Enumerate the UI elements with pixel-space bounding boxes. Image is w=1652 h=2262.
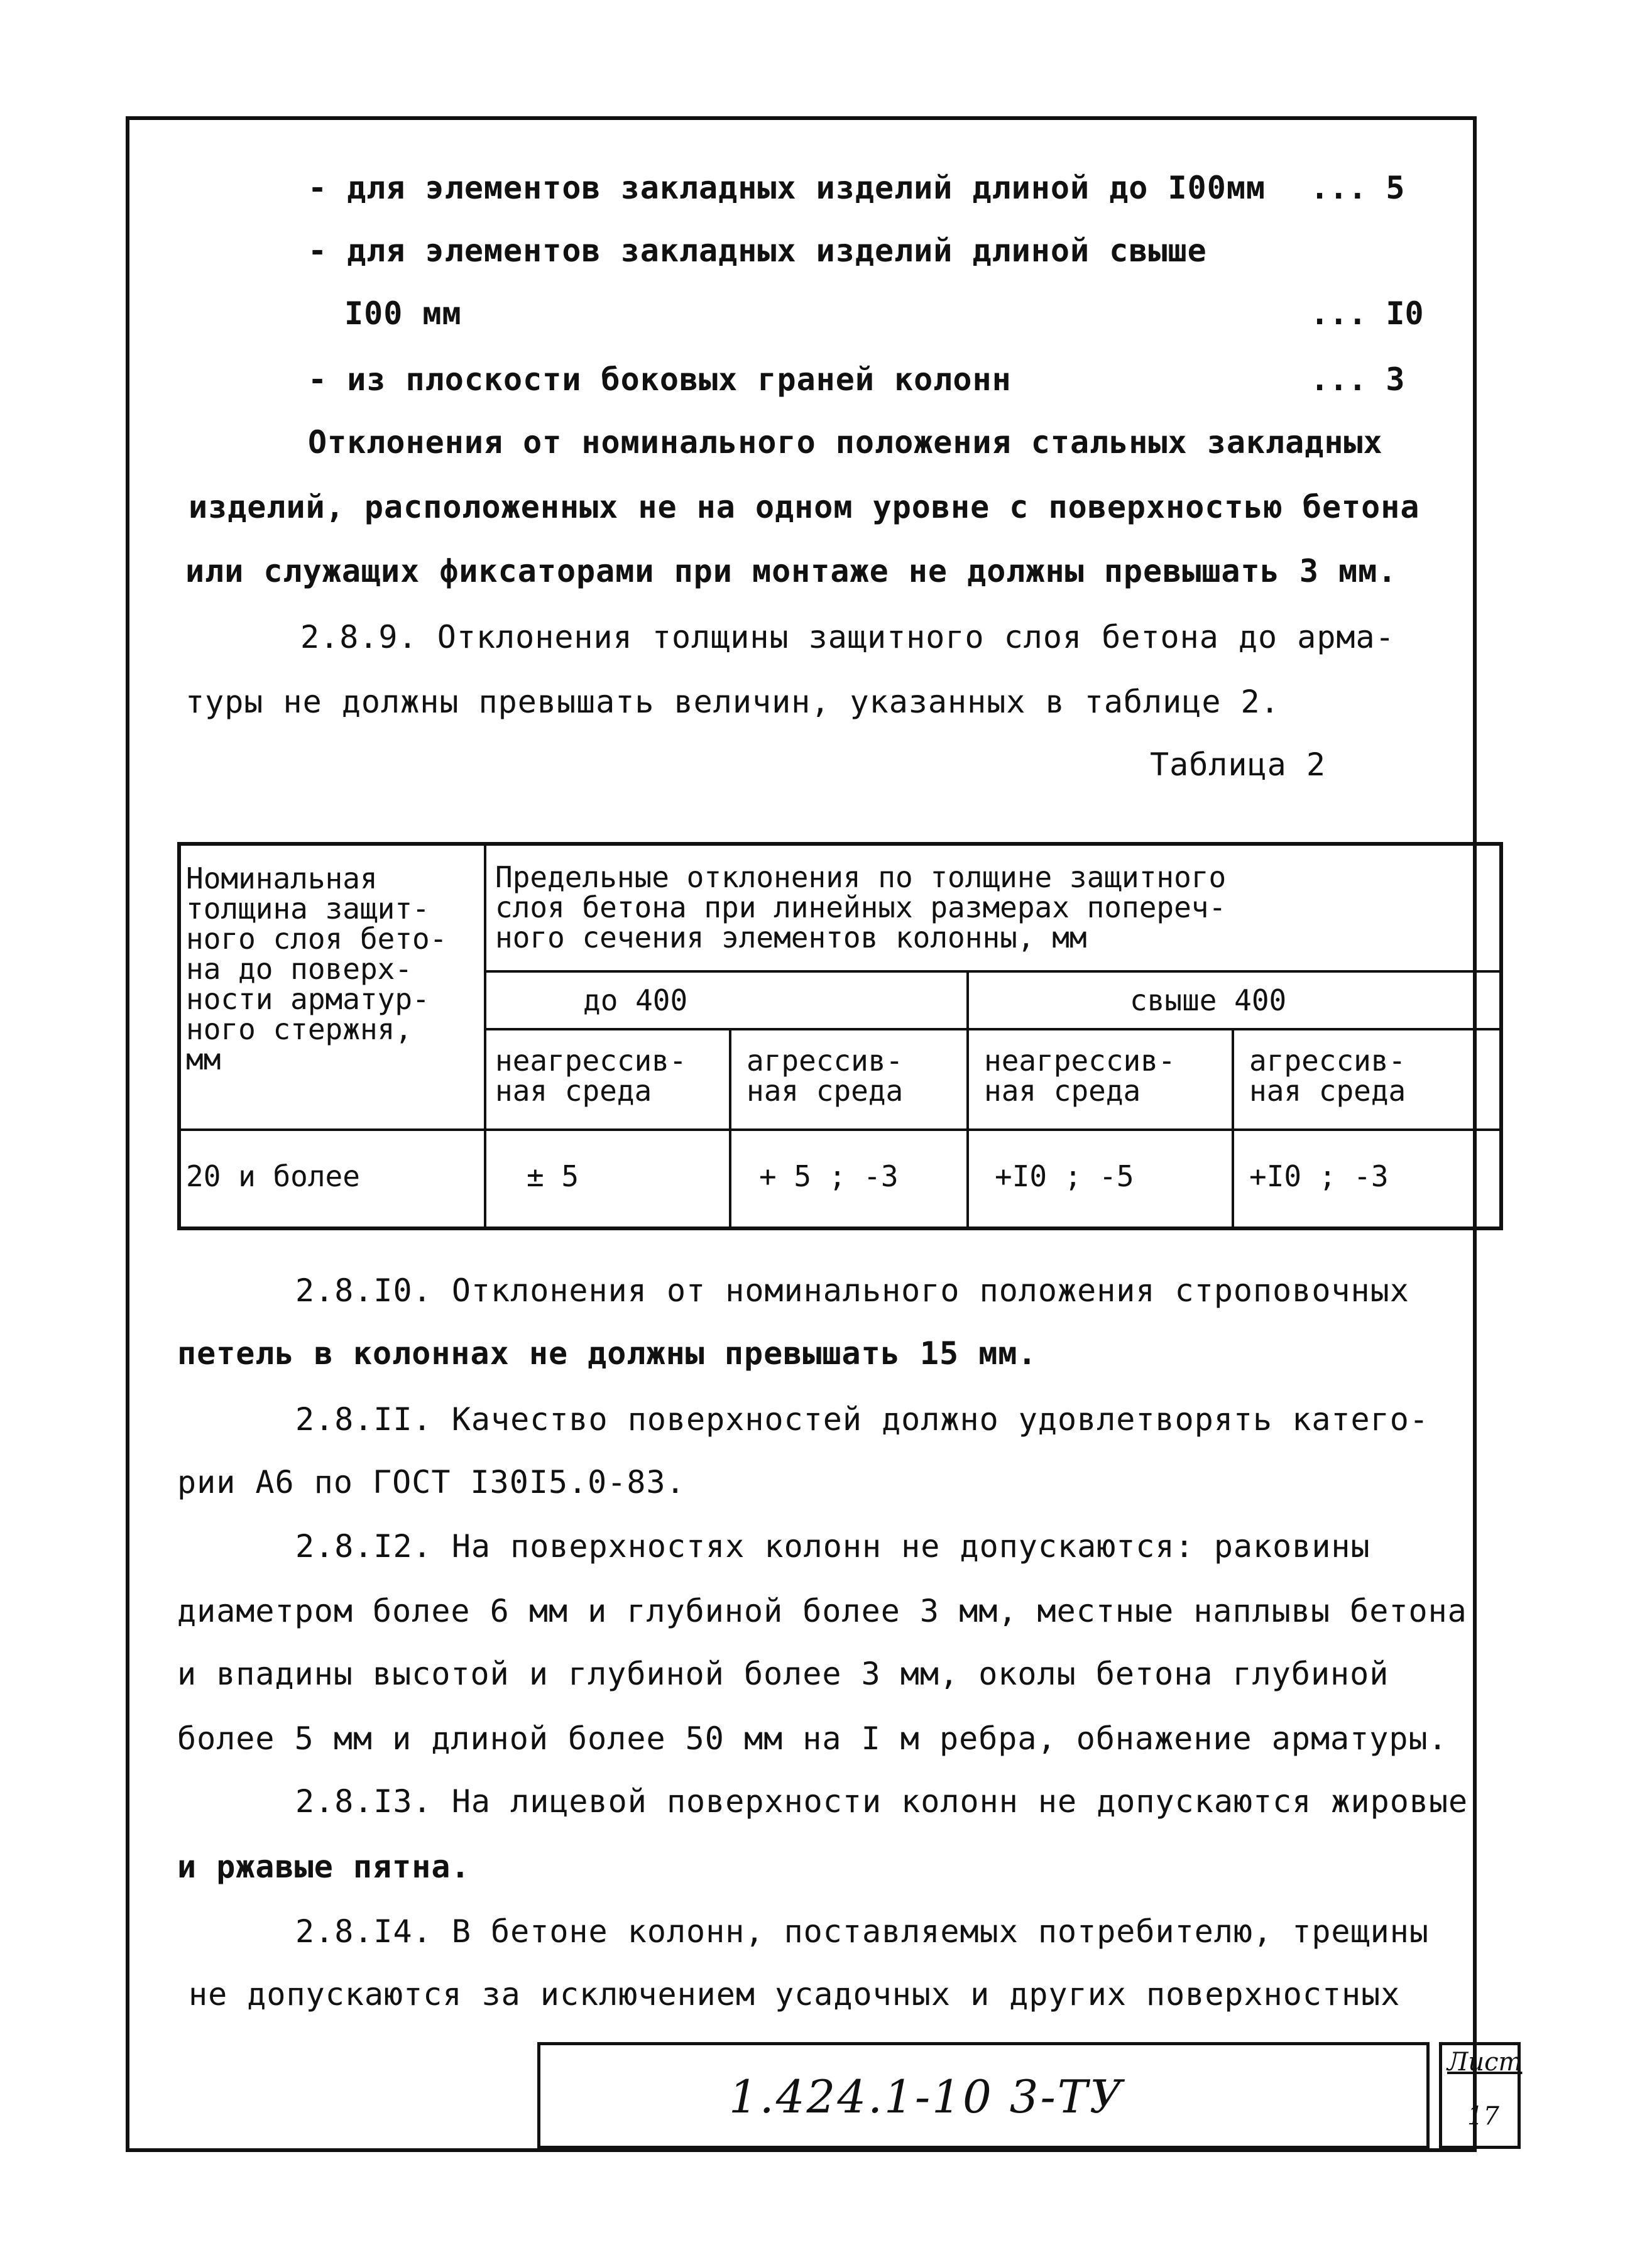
paragraph-after-4: рии А6 по ГОСТ I30I5.0-83. [177, 1464, 686, 1500]
table-sub-header-4: агрессив- ная среда [1249, 1044, 1406, 1108]
paragraph-after-12: не допускаются за исключением усадочных и других поверхностных [189, 1976, 1401, 2013]
paragraph-after-11: 2.8.I4. В бетоне колонн, поставляемых потребителю, трещины [295, 1913, 1429, 1950]
list-value-4: ... 3 [1310, 361, 1405, 398]
table-caption: Таблица 2 [1150, 746, 1326, 783]
sheet-label: Лист [1447, 2048, 1523, 2077]
list-line-3: I00 мм [344, 295, 462, 332]
table-sub-header-3: неагрессив- ная среда [984, 1044, 1176, 1108]
list-line-4: - из плоскости боковых граней колонн [308, 361, 1012, 398]
paragraph-after-5: 2.8.I2. На поверхностях колонн не допускаются: раковины [295, 1528, 1370, 1565]
list-line-2: - для элементов закладных изделий длиной свыше [308, 232, 1207, 269]
paragraph-after-7: и впадины высотой и глубиной более 3 мм, околы бетона глубиной [177, 1656, 1389, 1692]
table-sub-header-2: агрессив- ная среда [747, 1044, 904, 1108]
document-code: 1.424.1-10 3-ТУ [729, 2070, 1124, 2123]
paragraph-after-2: петель в колоннах не должны превышать 15 мм. [177, 1335, 1037, 1372]
table-cell-4: +I0 ; -3 [1249, 1159, 1389, 1193]
table-hline-3 [181, 1128, 1499, 1131]
table-col1-header: Номинальная толщина защит- ного слоя бето- на до поверх- ности арматур- ного стержня, мм [186, 861, 447, 1076]
table-cell-2: + 5 ; -3 [759, 1159, 899, 1193]
paragraph-after-1: 2.8.I0. Отклонения от номинального положения строповочных [295, 1272, 1409, 1309]
table-main-header: Предельные отклонения по толщине защитного слоя бетона при линейных размерах попереч- ного сечения элементов колонны, мм [495, 860, 1227, 954]
table-vline-3 [729, 1028, 731, 1227]
table-cell-1: ± 5 [527, 1159, 579, 1193]
paragraph-after-8: более 5 мм и длиной более 50 мм на I м ребра, обнажение арматуры. [177, 1720, 1448, 1757]
table-vline-1 [484, 846, 486, 1227]
paragraph-1-line-1: Отклонения от номинального положения стальных закладных [308, 424, 1383, 461]
list-line-1: - для элементов закладных изделий длиной до I00мм [308, 170, 1266, 206]
table-vline-4 [1232, 1028, 1234, 1227]
table-hline-2 [484, 1028, 1499, 1030]
table-sub-header-1: неагрессив- ная среда [495, 1044, 687, 1108]
paragraph-after-3: 2.8.II. Качество поверхностей должно удовлетворять катего- [295, 1401, 1429, 1438]
paragraph-2-line-1: 2.8.9. Отклонения толщины защитного слоя бетона до арма- [300, 619, 1395, 655]
table-row-label: 20 и более [186, 1159, 360, 1193]
paragraph-1-line-3: или служащих фиксаторами при монтаже не должны превышать 3 мм. [185, 553, 1398, 589]
title-block [537, 2042, 1430, 2149]
sheet-number: 17 [1467, 2102, 1499, 2131]
list-value-3: ... I0 [1310, 295, 1424, 332]
paragraph-after-9: 2.8.I3. На лицевой поверхности колонн не допускаются жировые [295, 1783, 1469, 1820]
paragraph-2-line-2: туры не должны превышать величин, указанных в таблице 2. [185, 684, 1280, 720]
paragraph-1-line-2: изделий, расположенных не на одном уровне с поверхностью бетона [189, 489, 1420, 525]
paragraph-after-10: и ржавые пятна. [177, 1849, 471, 1885]
table-group-1: до 400 [583, 983, 688, 1017]
table-group-2: свыше 400 [1130, 983, 1287, 1017]
table-cell-3: +I0 ; -5 [995, 1159, 1134, 1193]
sheet-block [1439, 2042, 1521, 2149]
table-hline-1 [484, 970, 1499, 973]
tolerance-table [177, 842, 1503, 1230]
table-vline-2 [966, 970, 969, 1227]
list-value-1: ... 5 [1310, 170, 1405, 206]
paragraph-after-6: диаметром более 6 мм и глубиной более 3 мм, местные наплывы бетона [177, 1593, 1467, 1629]
